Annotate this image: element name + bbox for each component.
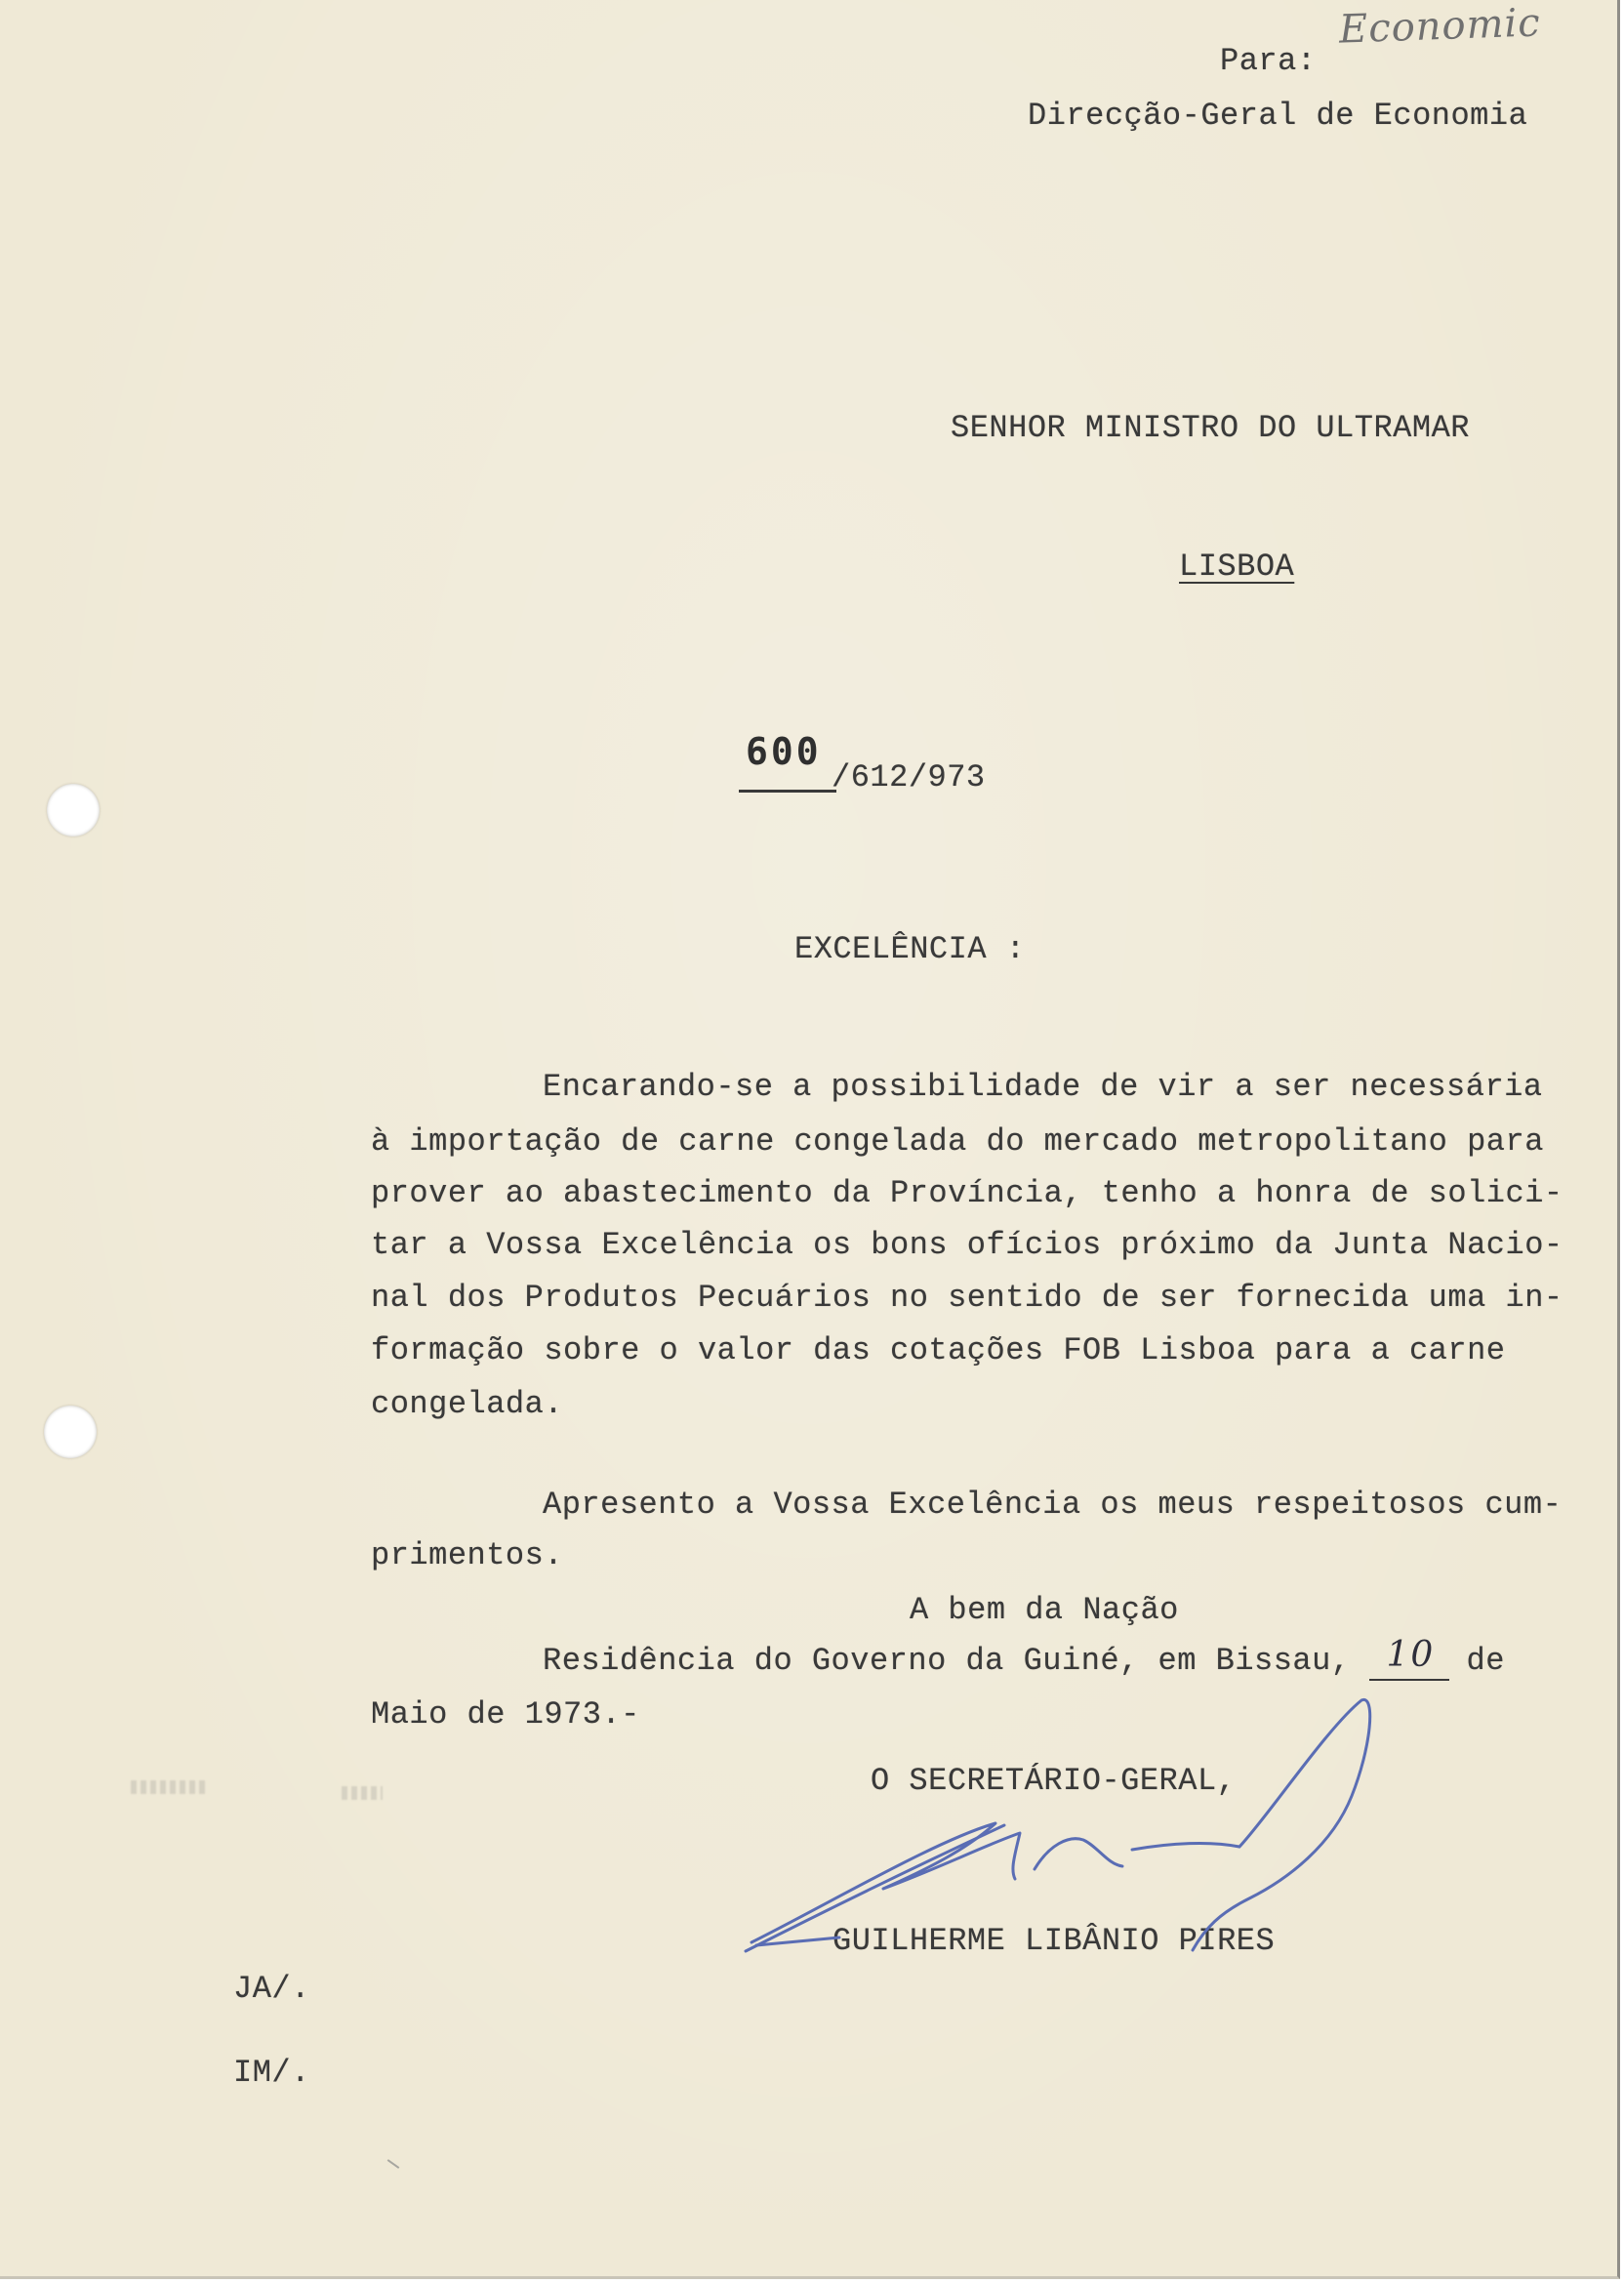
handwritten-day: 10	[1386, 1635, 1436, 1675]
body-line: congelada.	[371, 1386, 564, 1422]
date-line: Maio de 1973.-	[371, 1696, 640, 1733]
body-line: Encarando-se a possibilidade de vir a ser necessária	[543, 1069, 1543, 1105]
salutation: EXCELÊNCIA :	[794, 931, 1026, 967]
bleed-through-mark	[131, 1780, 205, 1794]
body-line: formação sobre o valor das cotações FOB Lisboa para a carne	[371, 1332, 1506, 1368]
place-text: Residência do Governo da Guiné, em Bissau,	[543, 1643, 1351, 1679]
day-blank	[1369, 1635, 1449, 1681]
body-line: à importação de carne congelada do mercado metropolitano para	[371, 1123, 1544, 1160]
body-line: Apresento a Vossa Excelência os meus respeitosos cum-	[543, 1487, 1563, 1523]
signatory-name: GUILHERME LIBÂNIO PIRES	[832, 1923, 1276, 1959]
signature-stroke	[1193, 1699, 1370, 1950]
body-line: tar a Vossa Excelência os bons ofícios próximo da Junta Nacio-	[371, 1227, 1563, 1263]
reference-suffix: /612/973	[832, 759, 986, 795]
closing-motto: A bem da Nação	[910, 1592, 1179, 1628]
reference-number: 600	[746, 730, 822, 773]
body-line: primentos.	[371, 1537, 564, 1573]
place-text-end: de	[1466, 1643, 1505, 1679]
city-line: LISBOA	[1179, 549, 1295, 585]
body-line: nal dos Produtos Pecuários no sentido de ser fornecida uma in-	[371, 1280, 1563, 1316]
reference-underline	[739, 790, 836, 793]
signature-scribble	[722, 1679, 1405, 1972]
initials-line: IM/.	[233, 2055, 310, 2091]
signature-stroke	[1035, 1839, 1122, 1869]
signature-stroke	[1132, 1843, 1239, 1850]
signature-stroke	[746, 1825, 1004, 1951]
handwritten-annotation: Economic	[1338, 0, 1542, 53]
department-line: Direcção-Geral de Economia	[1028, 98, 1528, 134]
bleed-through-mark	[342, 1786, 383, 1800]
para-label: Para:	[1220, 43, 1317, 79]
recipient-line: SENHOR MINISTRO DO ULTRAMAR	[951, 410, 1470, 446]
stray-pen-mark	[387, 2159, 400, 2169]
punch-hole	[47, 784, 100, 836]
signatory-title: O SECRETÁRIO-GERAL,	[871, 1763, 1237, 1799]
initials-line: JA/.	[233, 1971, 310, 2007]
body-line: prover ao abastecimento da Província, tenho a honra de solici-	[371, 1175, 1563, 1211]
punch-hole	[44, 1406, 97, 1458]
place-date-line	[543, 1635, 1505, 1681]
